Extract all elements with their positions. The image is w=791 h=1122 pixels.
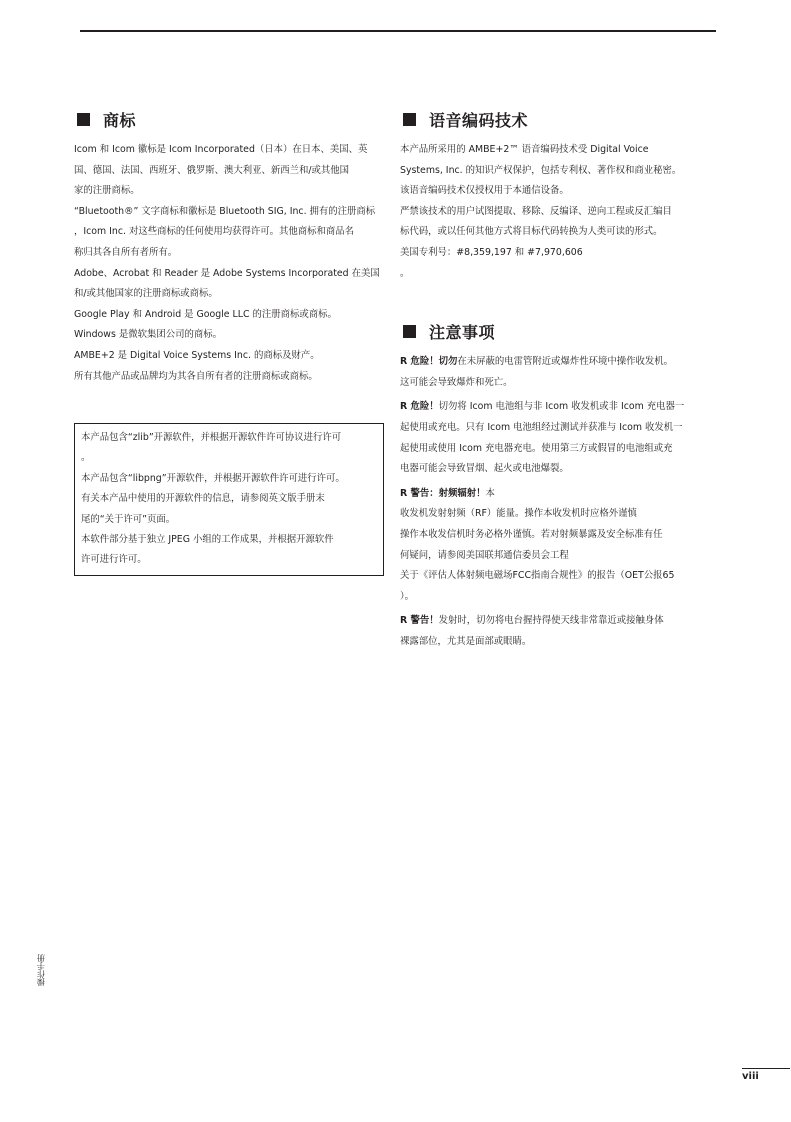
safety-title: 注意事项 xyxy=(429,322,496,342)
voice-coding-heading xyxy=(400,108,710,130)
trademark-paragraph: Windows 是微软集团公司的商标。 xyxy=(74,329,222,341)
safety-item-prefix: R 警告！ xyxy=(400,615,439,627)
voice-coding-title: 语音编码技术 xyxy=(429,110,529,130)
safety-heading xyxy=(400,320,710,342)
trademark-paragraph: Adobe、Acrobat 和 Reader 是 Adobe Systems Incorporated 在美国 和/或其他国家的注册商标或商标。 xyxy=(74,267,380,300)
trademark-paragraph: Icom 和 Icom 徽标是 Icom Incorporated（日本）在日本、美国、英 国、德国、法国、西班牙、俄罗斯、澳大利亚、新西兰和/或其他国 家的注册商标。 xyxy=(74,144,368,197)
top-rule xyxy=(80,30,716,32)
safety-item xyxy=(400,397,710,479)
voice-coding-paragraph: 本产品所采用的 AMBE+2™ 语音编码技术受 Digital Voice Systems, Inc. 的知识产权保护，包括专利权、著作权和商业秘密。 该语音编码技术仅授权用于本通信设备。 严禁该技术的用户试图提取、移除、反编译、逆向工程或反汇编目 标代码，或以任何其他方式将目标代码转换为人类可读的形式。 美国专利号：#8,359,197 和 #7,970,606 。 xyxy=(400,144,682,279)
trademark-paragraph: Google Play 和 Android 是 Google LLC 的注册商标或商标。 xyxy=(74,308,337,320)
notice-line: 有关本产品中使用的开源软件的信息，请参阅英文版手册末 尾的“关于许可”页面。 xyxy=(81,493,325,525)
open-source-notice-box xyxy=(74,423,384,576)
notice-line: 本产品包含“libpng”开源软件，并根据开源软件许可进行许可。 xyxy=(81,472,345,484)
notice-line: 本产品包含“zlib”开源软件，并根据开源软件许可协议进行许可 。 xyxy=(81,432,342,464)
right-column xyxy=(400,108,710,656)
square-bullet-icon xyxy=(77,113,90,126)
safety-item xyxy=(400,611,710,652)
notice-line: 本软件部分基于独立 JPEG 小组的工作成果，并根据开源软件 许可进行许可。 xyxy=(81,534,334,566)
safety-item-text: 本 收发机发射射频（RF）能量。操作本收发机时应格外谨慎 操作本收发信机时务必格外谨慎。若对射频暴露及安全标准有任 何疑问，请参阅美国联邦通信委员会工程 关于《评估人体射频电磁场FCC指南合规性》的报告（OET公报65 ）。 xyxy=(400,487,675,602)
trademarks-heading xyxy=(74,108,386,130)
side-tab-label: 操作手册 xyxy=(36,954,46,986)
trademark-paragraph: AMBE+2 是 Digital Voice Systems Inc. 的商标及财产。 xyxy=(74,349,320,361)
safety-item xyxy=(400,352,710,393)
bottom-rule xyxy=(742,1068,790,1069)
safety-item-text: 在未屏蔽的电雷管附近或爆炸性环境中操作收发机。 这可能会导致爆炸和死亡。 xyxy=(400,356,673,388)
trademarks-title: 商标 xyxy=(103,110,137,130)
square-bullet-icon xyxy=(403,113,416,126)
safety-item-text: 切勿将 Icom 电池组与非 Icom 收发机或非 Icom 充电器一 起使用或充电。只有 Icom 电池组经过测试并获准与 Icom 收发机一 起使用或使用 Icom 充电器充电。使用第三方或假冒的电池组或充 电器可能会导致冒烟、起火或电池爆裂。 xyxy=(400,401,685,475)
safety-item-text: 发射时，切勿将电台握持得使天线非常靠近或接触身体 裸露部位，尤其是面部或眼睛。 xyxy=(400,615,664,647)
safety-item-prefix: R 危险！ xyxy=(400,401,439,413)
left-column xyxy=(74,108,386,387)
safety-item-prefix: R 危险！切勿 xyxy=(400,356,458,368)
page-number: viii xyxy=(742,1071,759,1082)
safety-item-prefix: R 警告：射频辐射！ xyxy=(400,487,486,499)
square-bullet-icon xyxy=(403,325,416,338)
trademark-paragraph: “Bluetooth®” 文字商标和徽标是 Bluetooth SIG, Inc. 拥有的注册商标 ，Icom Inc. 对这些商标的任何使用均获得许可。其他商标和商品名 称归其各自所有者所有。 xyxy=(74,205,376,258)
safety-item xyxy=(400,484,710,608)
trademark-paragraph: 所有其他产品或品牌均为其各自所有者的注册商标或商标。 xyxy=(74,370,318,382)
